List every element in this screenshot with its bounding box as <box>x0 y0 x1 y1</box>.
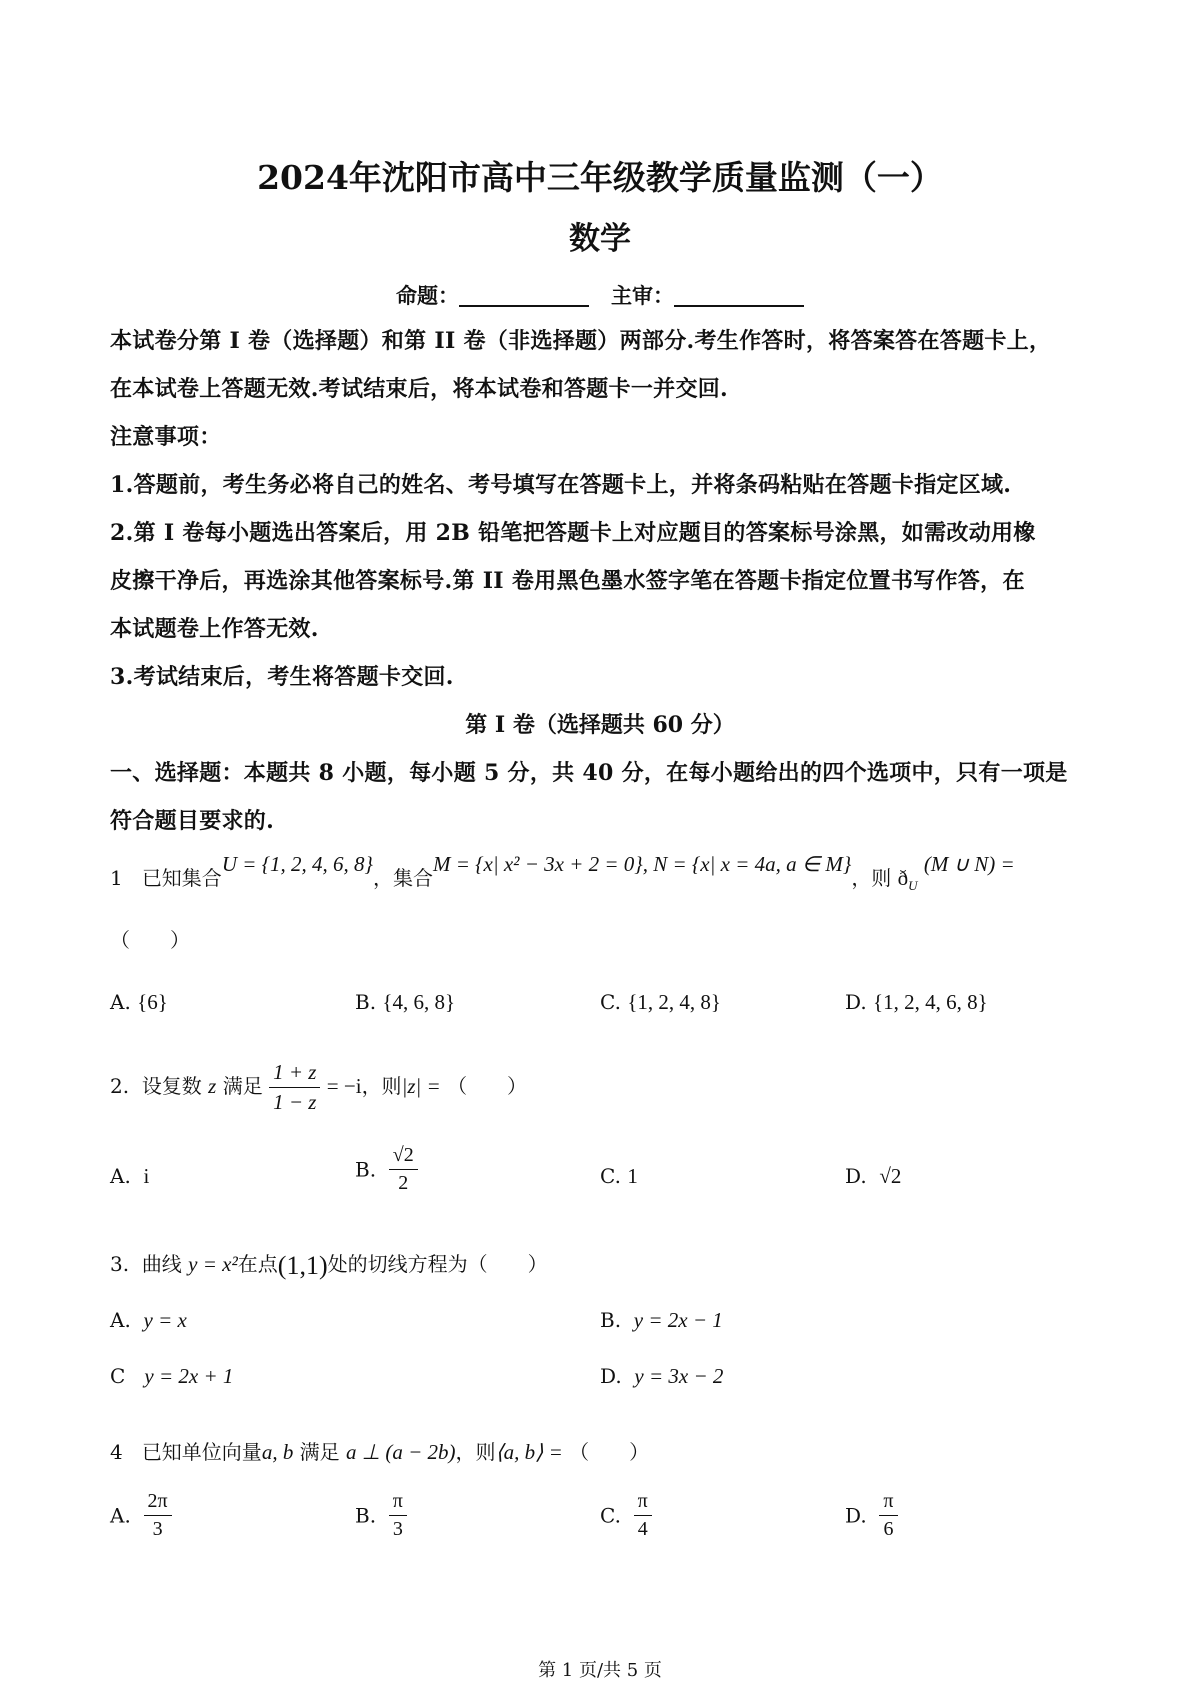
q3-text-1: 曲线 <box>141 1252 182 1276</box>
q4-angle: ⟨a, b⟩ = <box>495 1440 563 1464</box>
q1-paren: （ ） <box>110 928 190 952</box>
q4-option-c-den: 4 <box>637 1518 648 1540</box>
q2-var-z: z <box>208 1074 217 1098</box>
intro-line-2: 在本试卷上答题无效.考试结束后，将本试卷和答题卡一并交回. <box>110 376 729 402</box>
question-4 <box>110 1436 649 1465</box>
q1-set-mn: M = {x| x² − 3x + 2 = 0}, N = {x| x = 4a, a ∈ M} <box>432 852 852 876</box>
q4-option-b-num: π <box>389 1490 407 1516</box>
q3-option-c-label: C <box>110 1364 126 1388</box>
q3-option-a-text: y = x <box>143 1308 187 1332</box>
q1-text-3: ，则 <box>851 866 892 890</box>
q4-vectors: a, b <box>261 1440 294 1464</box>
q3-option-a[interactable] <box>110 1308 187 1333</box>
q1-complement-sub: U <box>908 878 918 893</box>
q3-number: 3. <box>110 1252 130 1276</box>
q4-option-c-fraction <box>634 1490 652 1541</box>
q1-option-c-text: {1, 2, 4, 8} <box>627 990 721 1014</box>
note-1: 1.答题前，考生务必将自己的姓名、考号填写在答题卡上，并将条码粘贴在答题卡指定区域. <box>110 472 1012 498</box>
q1-option-d[interactable] <box>845 990 988 1015</box>
q3-curve: y = x² <box>188 1252 238 1276</box>
q4-option-d-fraction <box>879 1490 897 1541</box>
author-blank <box>459 283 589 307</box>
q4-option-b[interactable] <box>355 1490 407 1541</box>
q1-option-b[interactable] <box>355 990 455 1015</box>
note-3: 3.考试结束后，考生将答题卡交回. <box>110 664 454 690</box>
q2-text-2: 满足 <box>222 1074 263 1098</box>
q1-option-a[interactable] <box>110 990 168 1015</box>
q3-option-b[interactable] <box>600 1308 723 1333</box>
q4-option-a-num: 2π <box>144 1490 172 1516</box>
q2-abs: |z| = <box>401 1074 441 1098</box>
q2-option-b[interactable] <box>355 1144 418 1195</box>
q4-option-b-fraction <box>389 1490 407 1541</box>
question-3 <box>110 1248 548 1281</box>
q4-option-d-label: D. <box>845 1503 867 1528</box>
q4-paren: （ ） <box>569 1440 650 1464</box>
q2-frac-den: 1 − z <box>273 1090 317 1114</box>
reviewer-label: 主审： <box>610 283 674 308</box>
q2-option-b-den: 2 <box>398 1172 409 1194</box>
author-line <box>0 280 1200 310</box>
q2-frac-num: 1 + z <box>269 1060 320 1088</box>
q4-option-c-num: π <box>634 1490 652 1516</box>
q2-option-a[interactable] <box>110 1164 149 1189</box>
q3-option-c[interactable] <box>110 1364 233 1389</box>
question-1 <box>110 852 1015 894</box>
q3-option-b-label: B. <box>600 1308 622 1332</box>
q4-option-d[interactable] <box>845 1490 898 1541</box>
q2-equals: = −i <box>326 1074 362 1098</box>
q3-option-b-text: y = 2x − 1 <box>633 1308 723 1332</box>
q1-option-c[interactable] <box>600 990 721 1015</box>
q4-option-a-label: A. <box>110 1503 131 1528</box>
q2-option-b-fraction <box>389 1144 418 1195</box>
author-label: 命题： <box>396 283 460 308</box>
subject-title: 数学 <box>569 221 631 257</box>
reviewer-blank <box>674 283 804 307</box>
q4-option-d-num: π <box>879 1490 897 1516</box>
q2-option-d[interactable] <box>845 1164 901 1189</box>
q2-option-c-label: C. <box>600 1164 621 1188</box>
q4-number: 4 <box>110 1440 123 1464</box>
note-2c: 本试题卷上作答无效. <box>110 616 319 642</box>
q1-option-a-text: {6} <box>137 990 168 1014</box>
q1-option-d-label: D. <box>845 990 867 1014</box>
page-footer: 第 1 页/共 5 页 <box>538 1660 662 1681</box>
q1-complement-symbol: ð <box>897 866 909 890</box>
q1-option-c-label: C. <box>600 990 621 1014</box>
q1-text-1: 已知集合 <box>141 866 222 890</box>
q1-option-d-text: {1, 2, 4, 6, 8} <box>873 990 988 1014</box>
q3-text-2: 在点 <box>237 1252 278 1276</box>
q2-paren: （ ） <box>447 1074 528 1098</box>
q2-option-d-label: D. <box>845 1164 867 1188</box>
q4-text-1: 已知单位向量 <box>141 1440 262 1464</box>
q1-set-u: U = {1, 2, 4, 6, 8} <box>221 852 373 876</box>
q1-union-expr: (M ∪ N) = <box>923 852 1015 876</box>
exam-title: 2024年沈阳市高中三年级教学质量监测（一） <box>257 158 943 197</box>
q4-option-b-label: B. <box>355 1503 377 1528</box>
note-2b: 皮擦干净后，再选涂其他答案标号.第 II 卷用黑色墨水签字笔在答题卡指定位置书写作答，在 <box>110 568 1025 594</box>
q2-option-d-text: √2 <box>879 1164 902 1188</box>
q4-option-a-fraction <box>144 1490 172 1541</box>
section-instructions-a: 一、选择题：本题共 8 小题，每小题 5 分，共 40 分，在每小题给出的四个选项中，只有一项是 <box>110 760 1068 786</box>
q3-text-3: 处的切线方程为（ ） <box>327 1252 548 1276</box>
q4-text-2: 满足 <box>299 1440 340 1464</box>
q1-number: 1 <box>110 866 123 890</box>
q2-option-a-label: A. <box>110 1164 131 1188</box>
q3-option-d[interactable] <box>600 1364 723 1389</box>
q3-option-a-label: A. <box>110 1308 131 1332</box>
section-instructions-b: 符合题目要求的. <box>110 808 275 834</box>
q4-text-3: ，则 <box>455 1440 496 1464</box>
q2-option-b-label: B. <box>355 1157 377 1182</box>
q3-point: (1,1) <box>277 1251 328 1280</box>
q4-option-d-den: 6 <box>883 1518 894 1540</box>
section-title: 第 I 卷（选择题共 60 分） <box>465 712 735 738</box>
q2-text-3: ，则 <box>361 1074 402 1098</box>
q2-option-a-text: i <box>143 1164 150 1188</box>
q2-option-c[interactable] <box>600 1164 638 1189</box>
q2-fraction <box>269 1060 320 1115</box>
q4-option-c[interactable] <box>600 1490 652 1541</box>
q2-number: 2. <box>110 1074 130 1098</box>
note-2a: 2.第 I 卷每小题选出答案后，用 2B 铅笔把答题卡上对应题目的答案标号涂黑，如需改动用橡 <box>110 520 1036 546</box>
q2-option-c-text: 1 <box>627 1164 638 1188</box>
intro-line-1: 本试卷分第 I 卷（选择题）和第 II 卷（非选择题）两部分.考生作答时，将答案答在答题卡上， <box>110 328 1052 354</box>
q4-option-a-den: 3 <box>152 1518 163 1540</box>
q4-option-a[interactable] <box>110 1490 172 1541</box>
q1-option-a-label: A. <box>110 990 131 1014</box>
q4-option-c-label: C. <box>600 1503 621 1528</box>
q1-option-b-label: B. <box>355 990 377 1014</box>
q4-option-b-den: 3 <box>392 1518 403 1540</box>
q2-option-b-num: √2 <box>389 1144 418 1170</box>
notes-title: 注意事项： <box>110 424 222 450</box>
q1-option-b-text: {4, 6, 8} <box>382 990 456 1014</box>
q2-text-1: 设复数 <box>141 1074 202 1098</box>
q3-option-d-label: D. <box>600 1364 622 1388</box>
q3-option-c-text: y = 2x + 1 <box>144 1364 234 1388</box>
question-2 <box>110 1060 527 1115</box>
q1-text-2: ，集合 <box>372 866 433 890</box>
q3-option-d-text: y = 3x − 2 <box>634 1364 724 1388</box>
q4-condition: a ⊥ (a − 2b) <box>346 1440 456 1464</box>
